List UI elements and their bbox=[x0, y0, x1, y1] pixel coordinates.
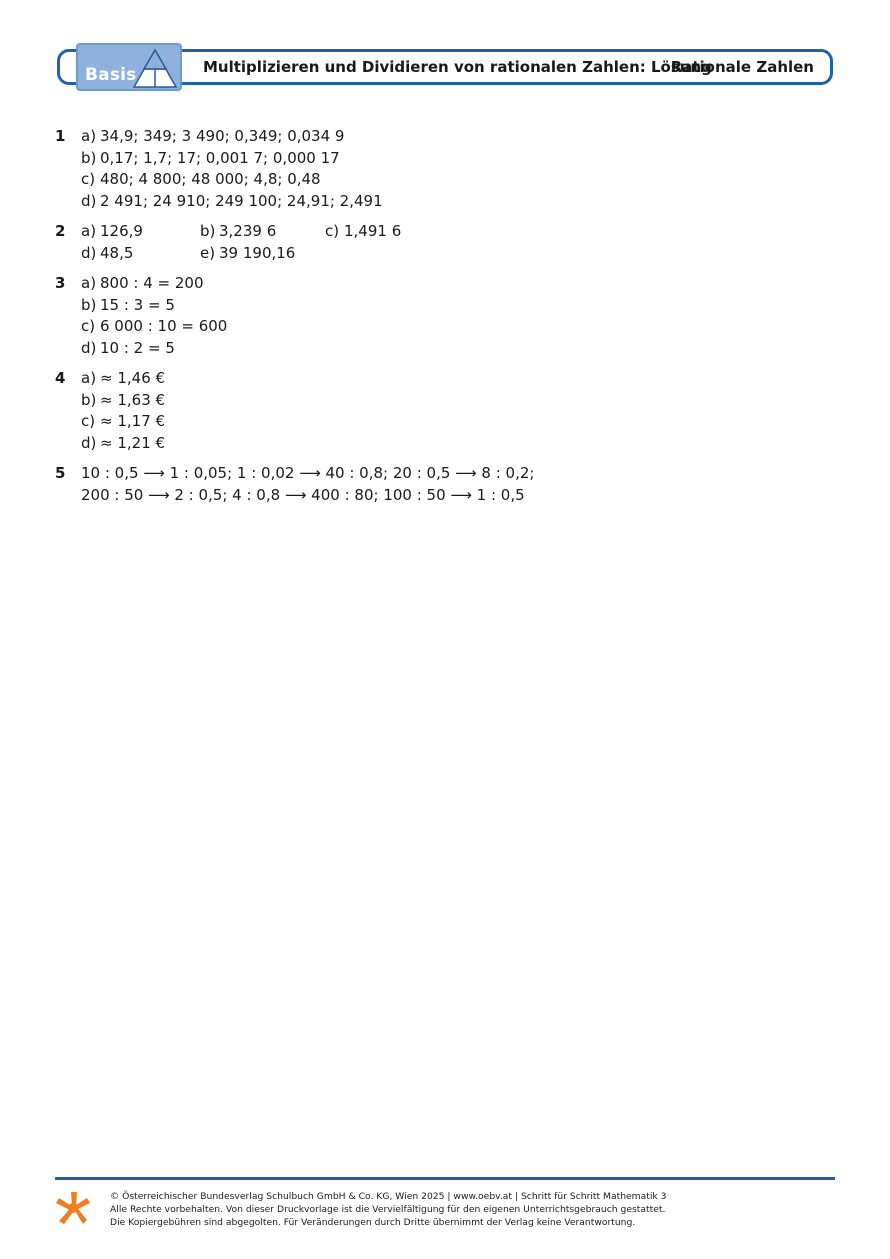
answer-text: ≈ 1,21 € bbox=[100, 433, 166, 452]
answer-label: a) bbox=[81, 274, 97, 292]
pyramid-level-icon bbox=[132, 47, 178, 89]
answer-cell bbox=[200, 221, 276, 243]
answer-label: d) bbox=[81, 338, 97, 357]
page-title: Multiplizieren und Dividieren von rationalen Zahlen: Lösung bbox=[203, 58, 712, 76]
footer-line: Alle Rechte vorbehalten. Von dieser Druckvorlage ist die Vervielfältigung für den eigenen Unterrichtsgebrauch gestattet. bbox=[110, 1204, 666, 1215]
answer-line bbox=[81, 191, 581, 213]
answer-line bbox=[81, 169, 581, 191]
answer-label: c) bbox=[325, 222, 340, 240]
footer-line: © Österreichischer Bundesverlag Schulbuch GmbH & Co. KG, Wien 2025 | www.oebv.at | Schritt für Schritt Mathematik 3 bbox=[110, 1191, 667, 1202]
exercise-number: 3 bbox=[55, 274, 66, 292]
answer-text: 126,9 bbox=[100, 222, 143, 240]
answer-text: 10 : 2 = 5 bbox=[100, 338, 175, 357]
answer-text: ≈ 1,63 € bbox=[100, 390, 166, 409]
exercise-number: 4 bbox=[55, 369, 66, 387]
footer-rule bbox=[55, 1177, 835, 1180]
level-badge bbox=[76, 43, 182, 91]
answer-cell bbox=[325, 221, 401, 243]
answer-label: a) bbox=[81, 127, 97, 145]
answer-line bbox=[81, 243, 581, 265]
answer-label: d) bbox=[81, 243, 97, 262]
answer-line bbox=[81, 126, 581, 148]
footer-copyright bbox=[110, 1190, 667, 1229]
answer-text: 48,5 bbox=[100, 243, 134, 262]
answer-text: 6 000 : 10 = 600 bbox=[100, 317, 228, 335]
answer-text: 800 : 4 = 200 bbox=[100, 274, 204, 292]
answer-line bbox=[81, 338, 581, 360]
answer-label: d) bbox=[81, 433, 97, 452]
answer-label: b) bbox=[81, 148, 97, 167]
answer-line bbox=[81, 368, 581, 390]
exercise-number: 1 bbox=[55, 127, 66, 145]
exercise-number: 2 bbox=[55, 222, 66, 240]
answer-label: d) bbox=[81, 191, 97, 210]
answer-line: 200 : 50 ⟶ 2 : 0,5; 4 : 0,8 ⟶ 400 : 80; 100 : 50 ⟶ 1 : 0,5 bbox=[81, 485, 525, 504]
oebv-star-logo bbox=[54, 1190, 92, 1228]
answer-label: c) bbox=[81, 412, 96, 430]
answer-label: c) bbox=[81, 317, 96, 335]
answer-line bbox=[81, 295, 581, 317]
answer-label: a) bbox=[81, 369, 97, 387]
answer-text: 3,239 6 bbox=[219, 222, 277, 240]
answer-text: 39 190,16 bbox=[219, 243, 296, 262]
answer-line bbox=[81, 433, 581, 455]
answer-label: c) bbox=[81, 170, 96, 188]
answer-text: 34,9; 349; 3 490; 0,349; 0,034 9 bbox=[100, 127, 345, 145]
answer-text: ≈ 1,17 € bbox=[100, 412, 166, 430]
answer-text: 1,491 6 bbox=[344, 222, 402, 240]
exercise-number: 5 bbox=[55, 464, 66, 482]
answer-line bbox=[81, 273, 581, 295]
footer-line: Die Kopiergebühren sind abgegolten. Für Veränderungen durch Dritte übernimmt der Verlag keine Verantwortung. bbox=[110, 1217, 636, 1228]
answer-cell bbox=[200, 243, 295, 265]
answer-line bbox=[81, 316, 581, 338]
topic-title: Rationale Zahlen bbox=[670, 58, 814, 76]
answer-label: e) bbox=[200, 243, 216, 262]
answer-text: 15 : 3 = 5 bbox=[100, 295, 175, 314]
answer-label: b) bbox=[200, 222, 216, 240]
answer-label: a) bbox=[81, 222, 97, 240]
answer-label: b) bbox=[81, 390, 97, 409]
answer-line bbox=[81, 390, 581, 412]
answer-line: 10 : 0,5 ⟶ 1 : 0,05; 1 : 0,02 ⟶ 40 : 0,8; 20 : 0,5 ⟶ 8 : 0,2; bbox=[81, 464, 535, 482]
answer-text: 480; 4 800; 48 000; 4,8; 0,48 bbox=[100, 170, 321, 188]
answer-text: 0,17; 1,7; 17; 0,001 7; 0,000 17 bbox=[100, 148, 340, 167]
badge-label: Basis bbox=[85, 65, 137, 85]
answer-text: 2 491; 24 910; 249 100; 24,91; 2,491 bbox=[100, 191, 383, 210]
answer-line bbox=[81, 148, 581, 170]
answer-text: ≈ 1,46 € bbox=[100, 369, 166, 387]
answer-cell bbox=[81, 243, 133, 265]
answer-label: b) bbox=[81, 295, 97, 314]
answer-line bbox=[81, 411, 581, 433]
answer-line bbox=[81, 221, 581, 243]
answer-cell bbox=[81, 221, 143, 243]
